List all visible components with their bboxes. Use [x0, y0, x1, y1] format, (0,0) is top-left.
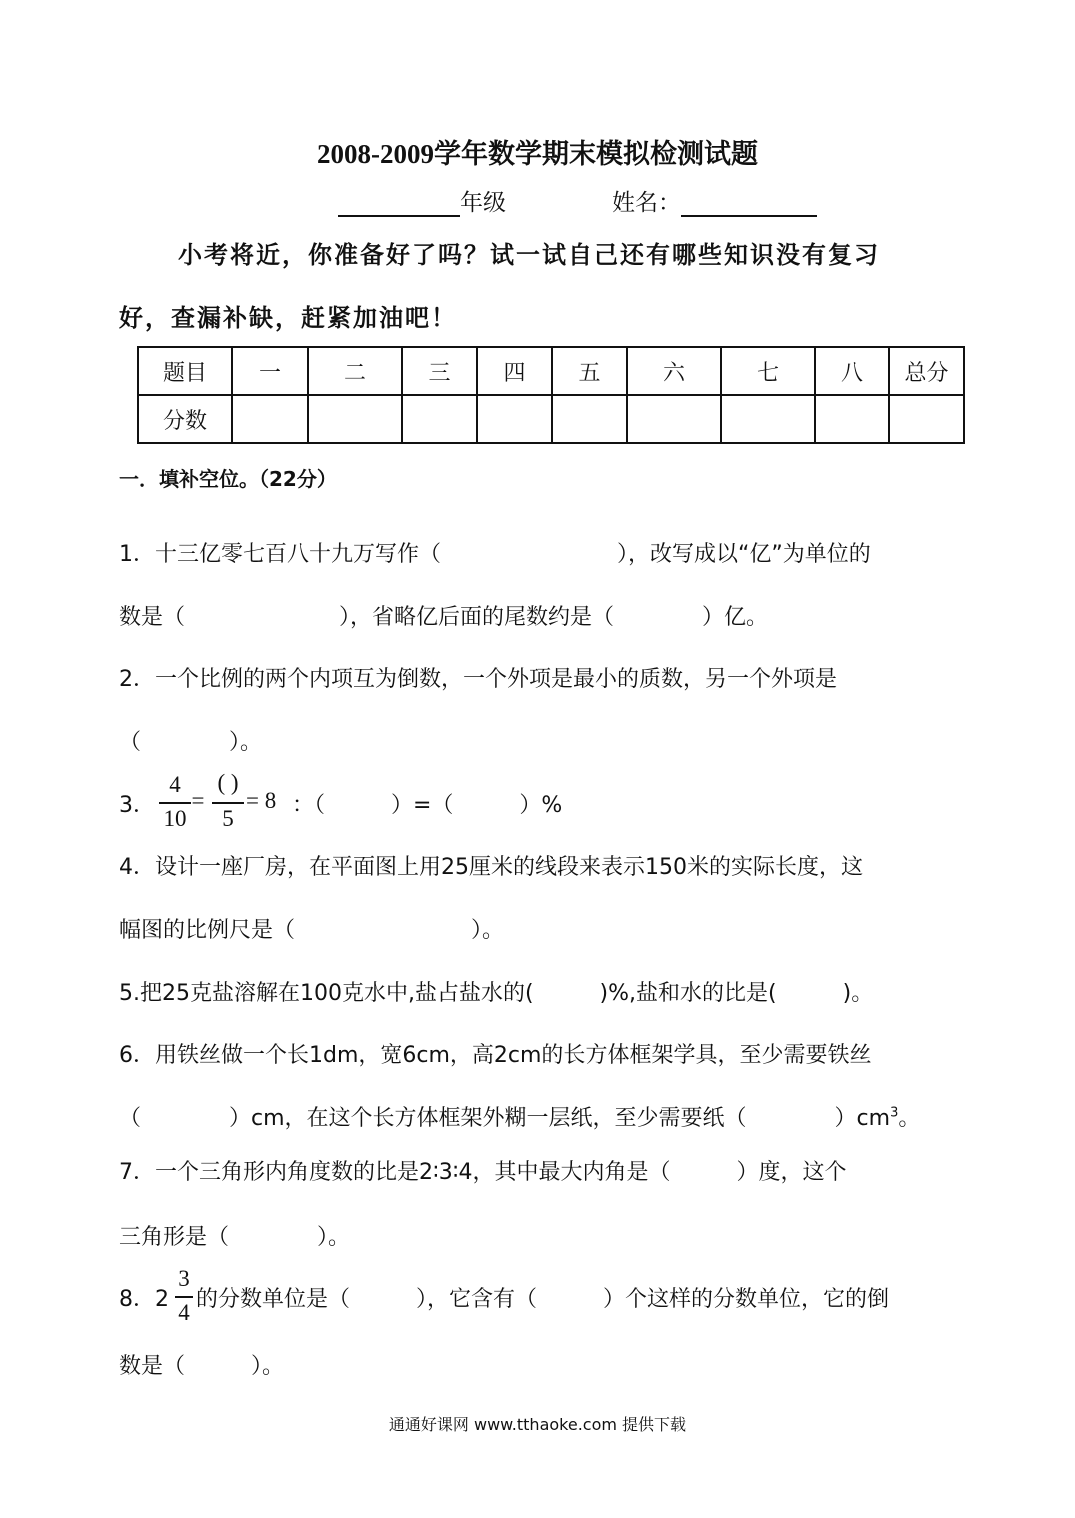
fraction-bar [212, 802, 244, 804]
exam-title: 2008-2009学年数学期末模拟检测试题 [317, 139, 758, 169]
fraction-blank-5 [210, 772, 246, 834]
header-cell: 一 [232, 347, 308, 395]
cubic-superscript: 3 [890, 1105, 899, 1121]
fraction-bar [159, 802, 191, 804]
header-cell: 八 [815, 347, 889, 395]
question-4-line-1: 4．设计一座厂房，在平面图上用25厘米的线段来表示150米的实际长度，这 [119, 855, 863, 880]
score-table [137, 346, 965, 444]
question-7-line-2: 三角形是（ ）。 [119, 1225, 351, 1250]
question-4-line-2: 幅图的比例尺是（ ）。 [119, 918, 505, 943]
grade-line [338, 184, 506, 217]
name-label: 姓名： [612, 190, 681, 216]
header-cell: 五 [552, 347, 627, 395]
header-cell: 总分 [889, 347, 964, 395]
fraction-3-4 [173, 1266, 195, 1328]
fraction-bar [175, 1296, 193, 1298]
equals-sign: = [191, 788, 205, 813]
question-1-line-2: 数是（ ），省略亿后面的尾数约是（ ）亿。 [119, 605, 769, 630]
question-2-line-1: 2．一个比例的两个内项互为倒数，一个外项是最小的质数，另一个外项是 [119, 667, 837, 692]
question-1-line-1: 1．十三亿零七百八十九万写作（ ），改写成以“亿”为单位的 [119, 542, 871, 567]
name-line [612, 184, 817, 217]
fraction-numerator[interactable]: ( ) [217, 770, 239, 795]
score-cell[interactable] [308, 395, 402, 443]
header-cell: 二 [308, 347, 402, 395]
grade-label: 年级 [460, 190, 506, 216]
question-8-line-2: 数是（ ）。 [119, 1354, 285, 1379]
footer: 通通好课网 www.tthaoke.com 提供下载 [388, 1415, 687, 1434]
intro-line-1: 小考将近，你准备好了吗？试一试自己还有哪些知识没有复习 [178, 241, 880, 269]
equals-eight: = 8 [246, 788, 277, 813]
score-cell[interactable] [815, 395, 889, 443]
name-blank[interactable] [681, 191, 817, 217]
header-cell: 四 [477, 347, 552, 395]
header-cell: 七 [721, 347, 815, 395]
fraction-numerator: 3 [178, 1266, 190, 1291]
section-1-heading: 一．填补空位。（22分） [119, 467, 337, 491]
question-6-line-1: 6．用铁丝做一个长1dm，宽6cm，高2cm的长方体框架学具，至少需要铁丝 [119, 1043, 872, 1068]
intro-line-2: 好，查漏补缺，赶紧加油吧！ [119, 304, 457, 332]
question-7-line-1: 7．一个三角形内角度数的比是2∶3∶4，其中最大内角是（ ）度，这个 [119, 1160, 847, 1185]
header-cell: 题目 [138, 347, 232, 395]
fraction-denominator: 4 [178, 1300, 190, 1325]
score-cell[interactable] [402, 395, 477, 443]
score-cell[interactable] [552, 395, 627, 443]
grade-blank[interactable] [338, 191, 460, 217]
score-cell[interactable] [477, 395, 552, 443]
score-table-score-row [138, 395, 964, 443]
question-6-line-2-text: （ ）cm，在这个长方体框架外糊一层纸，至少需要纸（ ）cm [119, 1106, 891, 1131]
score-cell[interactable] [232, 395, 308, 443]
header-cell: 三 [402, 347, 477, 395]
question-6-line-2-end: 。 [898, 1106, 921, 1131]
fraction-numerator: 4 [169, 772, 181, 797]
question-3-rest: ：（ ）=（ ）% [292, 793, 563, 818]
fraction-denominator: 5 [222, 806, 234, 831]
score-cell[interactable] [627, 395, 721, 443]
score-cell[interactable] [721, 395, 815, 443]
question-6-line-2 [119, 1101, 920, 1132]
question-8-rest: 的分数单位是（ ），它含有（ ）个这样的分数单位，它的倒 [196, 1287, 890, 1312]
score-cell[interactable] [889, 395, 964, 443]
question-5: 5.把25克盐溶解在100克水中,盐占盐水的( )%,盐和水的比是( )。 [119, 981, 874, 1006]
header-cell: 六 [627, 347, 721, 395]
score-row-label: 分数 [138, 395, 232, 443]
fraction-4-10 [158, 772, 192, 834]
question-3-number: 3． [119, 793, 155, 818]
question-2-line-2: （ ）。 [119, 730, 263, 755]
fraction-denominator: 10 [163, 806, 187, 831]
score-table-header-row [138, 347, 964, 395]
question-8-number: 8．2 [119, 1287, 169, 1312]
